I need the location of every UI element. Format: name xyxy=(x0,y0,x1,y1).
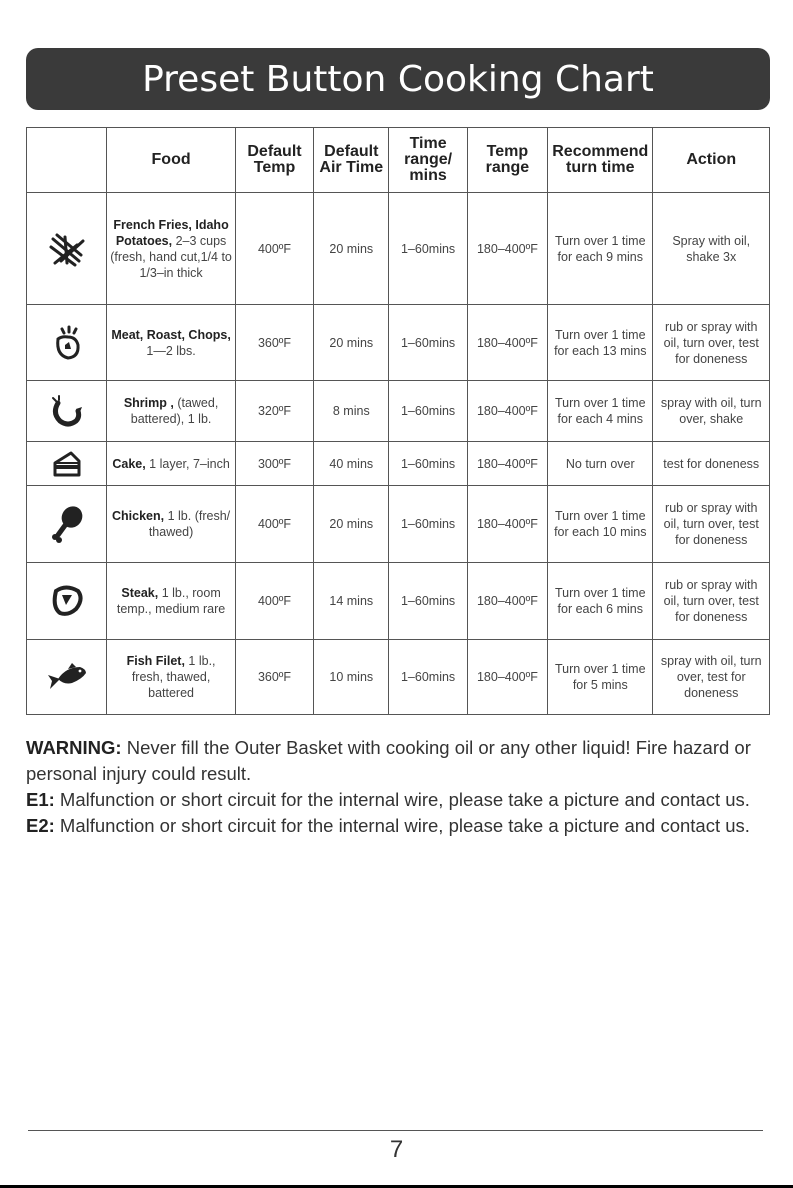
footer-divider xyxy=(28,1130,763,1131)
temp-range-cell: 180–400ºF xyxy=(467,563,547,640)
header-default-temp: Default Temp xyxy=(235,128,313,193)
e1-note: E1: Malfunction or short circuit for the internal wire, please take a picture and contact us. xyxy=(26,789,750,810)
default-time-cell: 20 mins xyxy=(314,305,389,381)
time-range-cell: 1–60mins xyxy=(389,486,467,563)
food-cell: Cake, 1 layer, 7–inch xyxy=(107,442,236,486)
default-time-cell: 20 mins xyxy=(314,193,389,305)
table-row xyxy=(27,193,770,305)
food-cell: Chicken, 1 lb. (fresh/ thawed) xyxy=(107,486,236,563)
default-temp-cell: 360ºF xyxy=(235,305,313,381)
cooking-chart-table xyxy=(26,127,770,715)
turn-time-cell: Turn over 1 time for each 13 mins xyxy=(548,305,653,381)
default-temp-cell: 320ºF xyxy=(235,381,313,442)
turn-time-cell: No turn over xyxy=(548,442,653,486)
table-row xyxy=(27,381,770,442)
table-row xyxy=(27,442,770,486)
table-row xyxy=(27,563,770,640)
action-cell: rub or spray with oil, turn over, test for doneness xyxy=(653,563,770,640)
time-range-cell: 1–60mins xyxy=(389,381,467,442)
default-time-cell: 10 mins xyxy=(314,640,389,715)
temp-range-cell: 180–400ºF xyxy=(467,486,547,563)
action-cell: spray with oil, turn over, shake xyxy=(653,381,770,442)
default-temp-cell: 360ºF xyxy=(235,640,313,715)
temp-range-cell: 180–400ºF xyxy=(467,640,547,715)
e2-note: E2: Malfunction or short circuit for the internal wire, please take a picture and contact us. xyxy=(26,815,750,836)
default-time-cell: 40 mins xyxy=(314,442,389,486)
steak-icon xyxy=(27,563,107,640)
header-turn-time: Recommend turn time xyxy=(548,128,653,193)
cake-icon xyxy=(27,442,107,486)
header-icon xyxy=(27,128,107,193)
turn-time-cell: Turn over 1 time for 5 mins xyxy=(548,640,653,715)
food-cell: Fish Filet, 1 lb., fresh, thawed, battered xyxy=(107,640,236,715)
temp-range-cell: 180–400ºF xyxy=(467,442,547,486)
food-cell: Meat, Roast, Chops, 1—2 lbs. xyxy=(107,305,236,381)
temp-range-cell: 180–400ºF xyxy=(467,381,547,442)
temp-range-cell: 180–400ºF xyxy=(467,193,547,305)
chicken-drumstick-icon xyxy=(27,486,107,563)
time-range-cell: 1–60mins xyxy=(389,442,467,486)
turn-time-cell: Turn over 1 time for each 9 mins xyxy=(548,193,653,305)
time-range-cell: 1–60mins xyxy=(389,640,467,715)
time-range-cell: 1–60mins xyxy=(389,563,467,640)
default-temp-cell: 400ºF xyxy=(235,486,313,563)
french-fries-icon xyxy=(27,193,107,305)
meat-roast-icon xyxy=(27,305,107,381)
action-cell: rub or spray with oil, turn over, test for doneness xyxy=(653,486,770,563)
default-time-cell: 14 mins xyxy=(314,563,389,640)
food-cell: French Fries, Idaho Potatoes, 2–3 cups (fresh, hand cut,1/4 to 1/3–in thick xyxy=(107,193,236,305)
default-time-cell: 8 mins xyxy=(314,381,389,442)
header-action: Action xyxy=(653,128,770,193)
warning-note: WARNING: Never fill the Outer Basket with cooking oil or any other liquid! Fire hazard or personal injury could result. xyxy=(26,737,751,784)
default-temp-cell: 400ºF xyxy=(235,563,313,640)
action-cell: Spray with oil, shake 3x xyxy=(653,193,770,305)
shrimp-icon xyxy=(27,381,107,442)
default-time-cell: 20 mins xyxy=(314,486,389,563)
temp-range-cell: 180–400ºF xyxy=(467,305,547,381)
fish-icon xyxy=(27,640,107,715)
table-row xyxy=(27,305,770,381)
food-cell: Steak, 1 lb., room temp., medium rare xyxy=(107,563,236,640)
time-range-cell: 1–60mins xyxy=(389,305,467,381)
action-cell: spray with oil, turn over, test for doneness xyxy=(653,640,770,715)
table-row xyxy=(27,640,770,715)
default-temp-cell: 300ºF xyxy=(235,442,313,486)
food-cell: Shrimp , (tawed, battered), 1 lb. xyxy=(107,381,236,442)
page-title: Preset Button Cooking Chart xyxy=(26,48,770,110)
table-header-row xyxy=(27,128,770,193)
action-cell: rub or spray with oil, turn over, test for doneness xyxy=(653,305,770,381)
notes-section xyxy=(26,735,766,839)
header-default-air-time: Default Air Time xyxy=(314,128,389,193)
header-food: Food xyxy=(107,128,236,193)
default-temp-cell: 400ºF xyxy=(235,193,313,305)
action-cell: test for doneness xyxy=(653,442,770,486)
turn-time-cell: Turn over 1 time for each 6 mins xyxy=(548,563,653,640)
header-time-range: Time range/ mins xyxy=(389,128,467,193)
turn-time-cell: Turn over 1 time for each 10 mins xyxy=(548,486,653,563)
turn-time-cell: Turn over 1 time for each 4 mins xyxy=(548,381,653,442)
header-temp-range: Temp range xyxy=(467,128,547,193)
time-range-cell: 1–60mins xyxy=(389,193,467,305)
table-row xyxy=(27,486,770,563)
page-number: 7 xyxy=(389,1136,404,1163)
